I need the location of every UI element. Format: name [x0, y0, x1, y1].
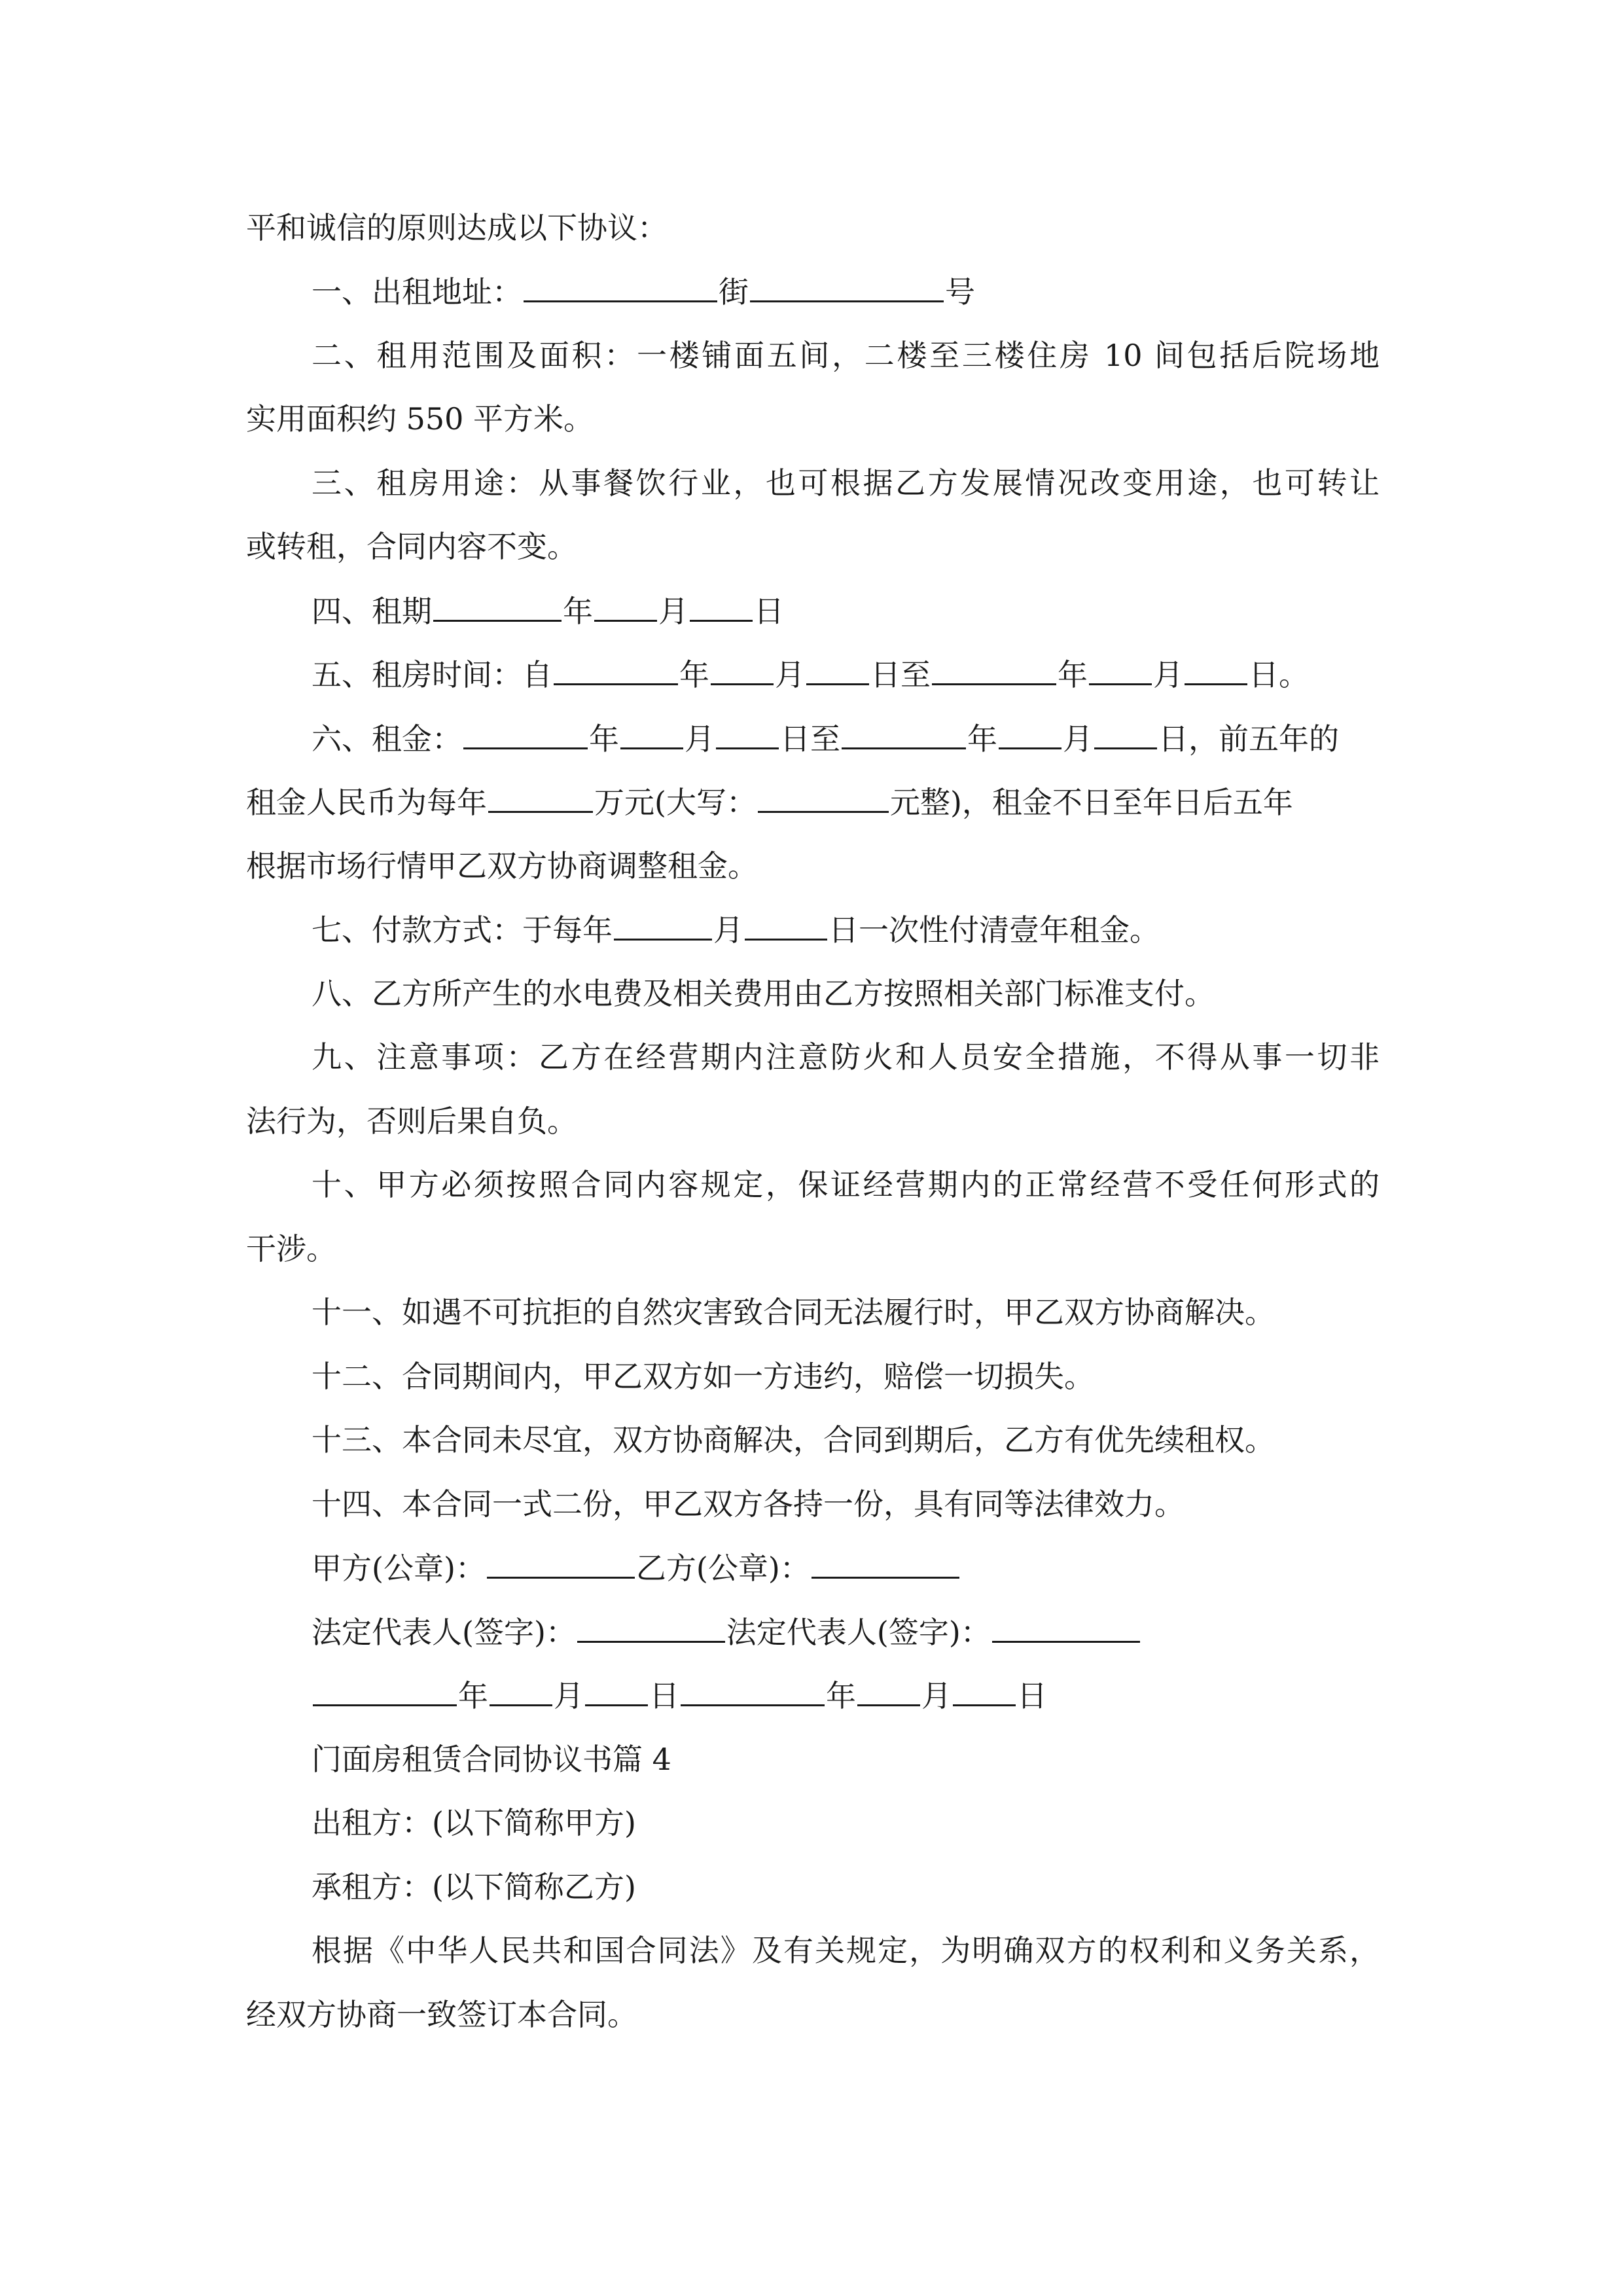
blank-field	[585, 1676, 648, 1706]
text-line: 承租方：(以下简称乙方)	[312, 1869, 636, 1905]
text-line: 十一、如遇不可抗拒的自然灾害致合同无法履行时，甲乙双方协商解决。	[312, 1295, 1275, 1330]
text-segment: 日一次性付清壹年租金。	[829, 912, 1160, 948]
blank-field	[857, 1676, 920, 1706]
text-line: 实用面积约 550 平方米。	[246, 401, 594, 437]
text-line: 九、注意事项：乙方在经营期内注意防火和人员安全措施，不得从事一切非	[312, 1039, 1380, 1075]
blank-field	[1185, 655, 1247, 685]
text-segment: 日。	[1249, 657, 1309, 692]
text-segment: 日	[649, 1678, 679, 1713]
blank-field	[594, 591, 657, 622]
blank-field	[1089, 655, 1152, 685]
blank-field	[758, 782, 889, 813]
text-segment: 年	[458, 1678, 488, 1713]
text-segment: 月	[658, 594, 688, 629]
blank-field	[487, 1548, 635, 1579]
blank-field	[313, 1676, 457, 1706]
text-line: 根据《中华人民共和国合同法》及有关规定，为明确双方的权利和义务关系，	[312, 1933, 1380, 1968]
text-segment: 街	[719, 274, 749, 310]
blank-field	[577, 1612, 725, 1643]
text-line: 法行为，否则后果自负。	[246, 1103, 577, 1139]
blank-field	[750, 272, 944, 302]
text-segment: 年	[563, 594, 593, 629]
text-segment: 月	[713, 912, 743, 948]
text-segment: 七、付款方式：于每年	[312, 912, 613, 948]
rent-amount-line	[246, 782, 1293, 821]
blank-field	[812, 1548, 959, 1579]
blank-field	[490, 1676, 552, 1706]
text-segment: 月	[1153, 657, 1183, 692]
blank-field	[932, 655, 1056, 685]
text-line: 十二、合同期间内，甲乙双方如一方违约，赔偿一切损失。	[312, 1359, 1094, 1394]
text-segment: 月	[1063, 721, 1093, 757]
text-line: 根据市场行情甲乙双方协商调整租金。	[246, 848, 758, 884]
text-segment: 号	[945, 274, 975, 310]
text-segment: 万元(大写：	[594, 785, 757, 820]
text-segment: 月	[921, 1678, 952, 1713]
blank-field	[681, 1676, 825, 1706]
text-line: 或转租，合同内容不变。	[246, 529, 577, 564]
text-line: 十、甲方必须按照合同内容规定，保证经营期内的正常经营不受任何形式的	[312, 1167, 1380, 1202]
text-segment: 一、出租地址：	[312, 274, 522, 310]
blank-field	[806, 655, 869, 685]
text-segment: 年	[679, 657, 709, 692]
blank-field	[992, 1612, 1140, 1643]
blank-field	[999, 719, 1061, 749]
blank-field	[953, 1676, 1016, 1706]
text-segment: 元整)，租金不日至年日后五年	[889, 785, 1293, 820]
blank-field	[433, 591, 562, 622]
text-line: 干涉。	[246, 1231, 336, 1266]
text-segment: 月	[775, 657, 805, 692]
text-segment: 法定代表人(签字)：	[726, 1615, 991, 1650]
text-line: 三、租房用途：从事餐饮行业，也可根据乙方发展情况改变用途，也可转让	[312, 465, 1380, 501]
text-segment: 五、租房时间：自	[312, 657, 552, 692]
blank-field	[620, 719, 683, 749]
blank-field	[463, 719, 588, 749]
text-line: 八、乙方所产生的水电费及相关费用由乙方按照相关部门标准支付。	[312, 976, 1215, 1011]
rental-time-line	[312, 655, 1309, 694]
text-segment: 日	[1017, 1678, 1047, 1713]
blank-field	[554, 655, 678, 685]
text-segment: 六、租金：	[312, 721, 462, 757]
blank-field	[1094, 719, 1157, 749]
text-segment: 甲方(公章)：	[312, 1551, 486, 1586]
signature-seal-line	[312, 1548, 961, 1587]
text-segment: 日，前五年的	[1158, 721, 1339, 757]
text-line: 平和诚信的原则达成以下协议：	[246, 210, 668, 245]
text-segment: 月	[685, 721, 715, 757]
text-segment: 年	[589, 721, 619, 757]
text-segment: 四、租期	[312, 594, 432, 629]
address-line	[312, 272, 975, 311]
blank-field	[690, 591, 753, 622]
text-segment: 日	[754, 594, 784, 629]
blank-field	[745, 910, 827, 941]
text-segment: 日至	[780, 721, 840, 757]
text-line: 十四、本合同一式二份，甲乙双方各持一份，具有同等法律效力。	[312, 1486, 1185, 1522]
text-segment: 日至	[870, 657, 931, 692]
lease-term-line	[312, 591, 784, 630]
blank-field	[488, 782, 593, 813]
text-line: 经双方协商一致签订本合同。	[246, 1997, 637, 2032]
text-segment: 年	[1058, 657, 1088, 692]
blank-field	[716, 719, 779, 749]
text-segment: 法定代表人(签字)：	[312, 1615, 576, 1650]
rent-line	[312, 719, 1339, 758]
payment-line	[312, 910, 1160, 949]
section-title: 门面房租赁合同协议书篇 4	[312, 1742, 671, 1777]
signature-date-line	[312, 1676, 1047, 1715]
text-segment: 年	[967, 721, 997, 757]
text-line: 二、租用范围及面积：一楼铺面五间，二楼至三楼住房 10 间包括后院场地	[312, 338, 1380, 373]
text-segment: 乙方(公章)：	[635, 1551, 810, 1586]
text-segment: 租金人民币为每年	[246, 785, 487, 820]
blank-field	[711, 655, 774, 685]
blank-field	[614, 910, 712, 941]
text-line: 十三、本合同未尽宜，双方协商解决，合同到期后，乙方有优先续租权。	[312, 1422, 1275, 1458]
text-segment: 月	[554, 1678, 584, 1713]
blank-field	[842, 719, 966, 749]
text-segment: 年	[826, 1678, 856, 1713]
text-line: 出租方：(以下简称甲方)	[312, 1805, 636, 1840]
blank-field	[524, 272, 717, 302]
signature-rep-line	[312, 1612, 1141, 1651]
